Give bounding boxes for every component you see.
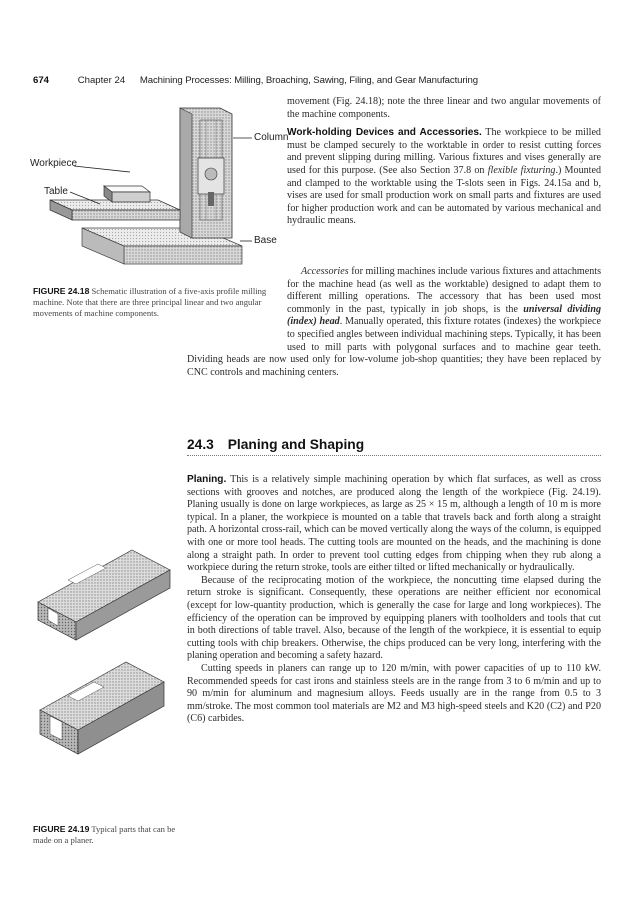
work-holding-heading: Work-holding Devices and Accessories. — [287, 127, 482, 139]
figure-24-18-caption-id: FIGURE 24.18 — [33, 286, 90, 296]
planer-parts-illustration — [28, 540, 178, 780]
figure-24-19-caption — [33, 824, 178, 846]
page-number: 674 — [33, 75, 50, 86]
label-workpiece: Workpiece — [30, 158, 78, 169]
paragraph-movement: movement (Fig. 24.18); note the three linear and two angular movements of the machine components. — [287, 96, 601, 120]
paragraph-cutting-speeds: Cutting speeds in planers can range up to 120 m/min, with power capacities of up to 110 kW. Recommended speeds for cast irons and stainless steels are in the range from 3 to 6 m/min and up to 90 m/min for aluminum and magnesium alloys. Feeds usually are in the range from 0.5 to 3 mm/stroke. The most common tool materials are M2 and M3 high-speed steels and K20 (C2) and P20 (C6) carbides. — [187, 662, 601, 725]
paragraph-planing: Planing. This is a relatively simple machining operation by which flat surfaces, as well as cross sections with grooves and notches, are produced along the length of the workpiece (Fig. 24.19). Planing usually is done on large workpieces, as large as 25 × 15 m, although a length of 10 m is more typical. In a planer, the workpiece is mounted on a table that travels back and forth along a straight path. A horizontal cross-rail, which can be moved vertically along the ways of the column, is equipped with one or more tool heads. The cutting tools are mounted on the heads, and the machining is done along a straight path. In order to prevent tool cutting edges from chipping when they rub along a workpiece during the return stroke, tools are either tilted or lifted mechanically or hydraulically. — [187, 474, 602, 574]
section-heading — [187, 437, 601, 456]
planing-heading: Planing. — [187, 474, 227, 485]
section-number: 24.3 — [187, 437, 214, 452]
chapter-label: Chapter 24 — [77, 75, 126, 86]
section-title: Planing and Shaping — [227, 437, 365, 452]
figure-24-19 — [28, 540, 178, 780]
paragraph-accessories: Accessories for milling machines include various fixtures and attachments for the machine head (as well as the worktable) designed to adapt them to different milling operations. The accessory that has been used most commonly in the past, typically in job shops, is the universal dividing (index) head. Manually operated, this fixture rotates (indexes) the workpiece to specified angles between individual machining steps. Typically, it has been used to mill parts with polygonal surfaces and to machine gear teeth. Dividing heads are now used only for low-volume job-shop quantities; they have been replaced by CNC controls and machining centers. — [187, 266, 601, 378]
figure-24-19-caption-text: Typical parts that can be made on a planer. — [33, 824, 176, 845]
paragraph-work-holding: Work-holding Devices and Accessories. The workpiece to be milled must be clamped securely to the worktable in order to resist cutting forces and prevent slipping during milling. Various fixtures and vises generally are used for this purpose. (See also Section 37.8 on flexible fixturing.) Mounted and clamped to the worktable using the T-slots seen in Figs. 24.15a and b, vises are used for small production work on small parts and fixtures are used for higher production work and can be automated by various mechanical and hydraulic means. — [287, 127, 602, 227]
body-column-upper — [287, 96, 601, 228]
body-planing — [187, 474, 601, 726]
label-table: Table — [44, 186, 68, 197]
figure-24-19-caption-id: FIGURE 24.19 — [33, 824, 90, 834]
label-base: Base — [254, 235, 277, 246]
figure-24-18-caption-text: Schematic illustration of a five-axis profile milling machine. Note that there are three principal linear and two angular movements of machine components. — [33, 286, 267, 318]
label-column: Column — [254, 132, 289, 143]
body-accessories — [187, 266, 601, 379]
page-header — [33, 75, 593, 89]
chapter-title: Machining Processes: Milling, Broaching, Sawing, Filing, and Gear Manufacturing — [139, 75, 479, 86]
paragraph-reciprocating: Because of the reciprocating motion of the workpiece, the noncutting time elapsed during the return stroke is significant. Consequently, these operations are neither efficient nor economical (except for low-quantity production, which is generally the case for large and long workpieces). The efficiency of the operation can be improved by equipping planers with toolholders and tools that cut in both directions of table travel. Also, because of the length of the workpiece, it is essential to equip cutting tools with chip breakers. Otherwise, the chips produced can be very long, interfering with the planing operation and becoming a safety hazard. — [187, 574, 601, 662]
